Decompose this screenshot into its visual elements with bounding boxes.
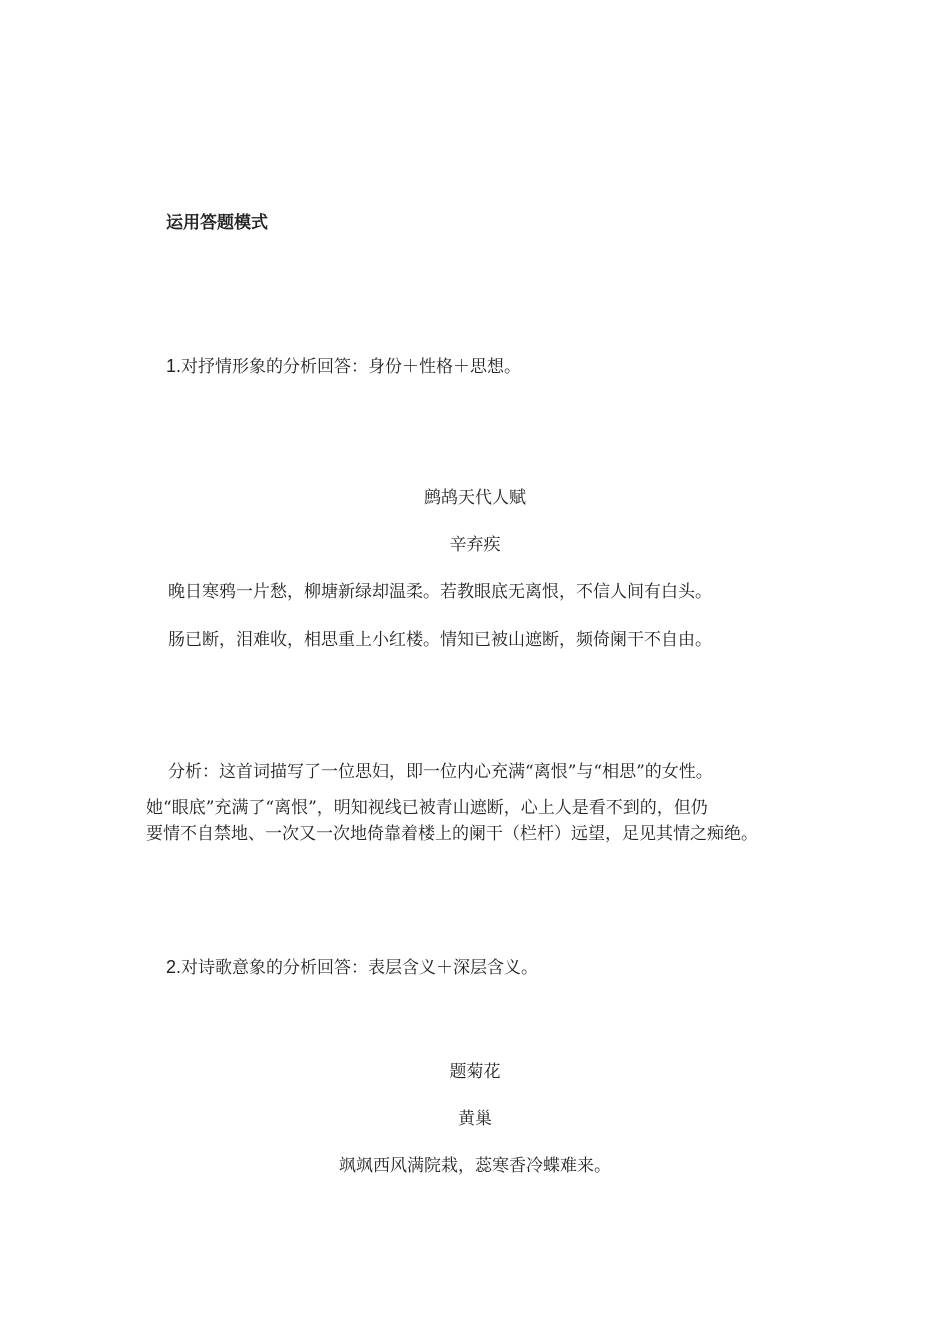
section-1-number: 1. — [166, 356, 182, 376]
section-2-number: 2. — [166, 957, 182, 977]
poem-1-line-2: 肠已断，泪难收，相思重上小红楼。情知已被山遮断，频倚阑干不自由。 — [168, 630, 712, 650]
poem-1-title: 鹧鸪天代人赋 — [424, 488, 526, 508]
poem-1-line-1: 晚日寒鸦一片愁，柳塘新绿却温柔。若教眼底无离恨，不信人间有白头。 — [168, 582, 712, 602]
section-2-prompt — [166, 955, 538, 980]
poem-2-title: 题菊花 — [449, 1062, 501, 1082]
poem-2-author: 黄巢 — [458, 1109, 492, 1129]
poem-1-author: 辛弃疾 — [449, 535, 501, 555]
section-2-text: 对诗歌意象的分析回答：表层含义＋深层含义。 — [181, 958, 539, 978]
poem-2-line-1: 飒飒西风满院栽，蕊寒香冷蝶难来。 — [339, 1156, 611, 1176]
analysis-line-3: 要情不自禁地、一次又一次地倚靠着楼上的阑干（栏杆）远望，足见其情之痴绝。 — [146, 824, 758, 844]
section-heading: 运用答题模式 — [166, 213, 268, 233]
section-1-text: 对抒情形象的分析回答：身份＋性格＋思想。 — [181, 357, 522, 377]
analysis-line-1: 分析：这首词描写了一位思妇，即一位内心充满“离恨”与“相思”的女性。 — [168, 762, 713, 782]
analysis-line-2: 她“眼底”充满了“离恨”，明知视线已被青山遮断，心上人是看不到的，但仍 — [146, 798, 708, 818]
section-1-prompt — [166, 354, 521, 379]
